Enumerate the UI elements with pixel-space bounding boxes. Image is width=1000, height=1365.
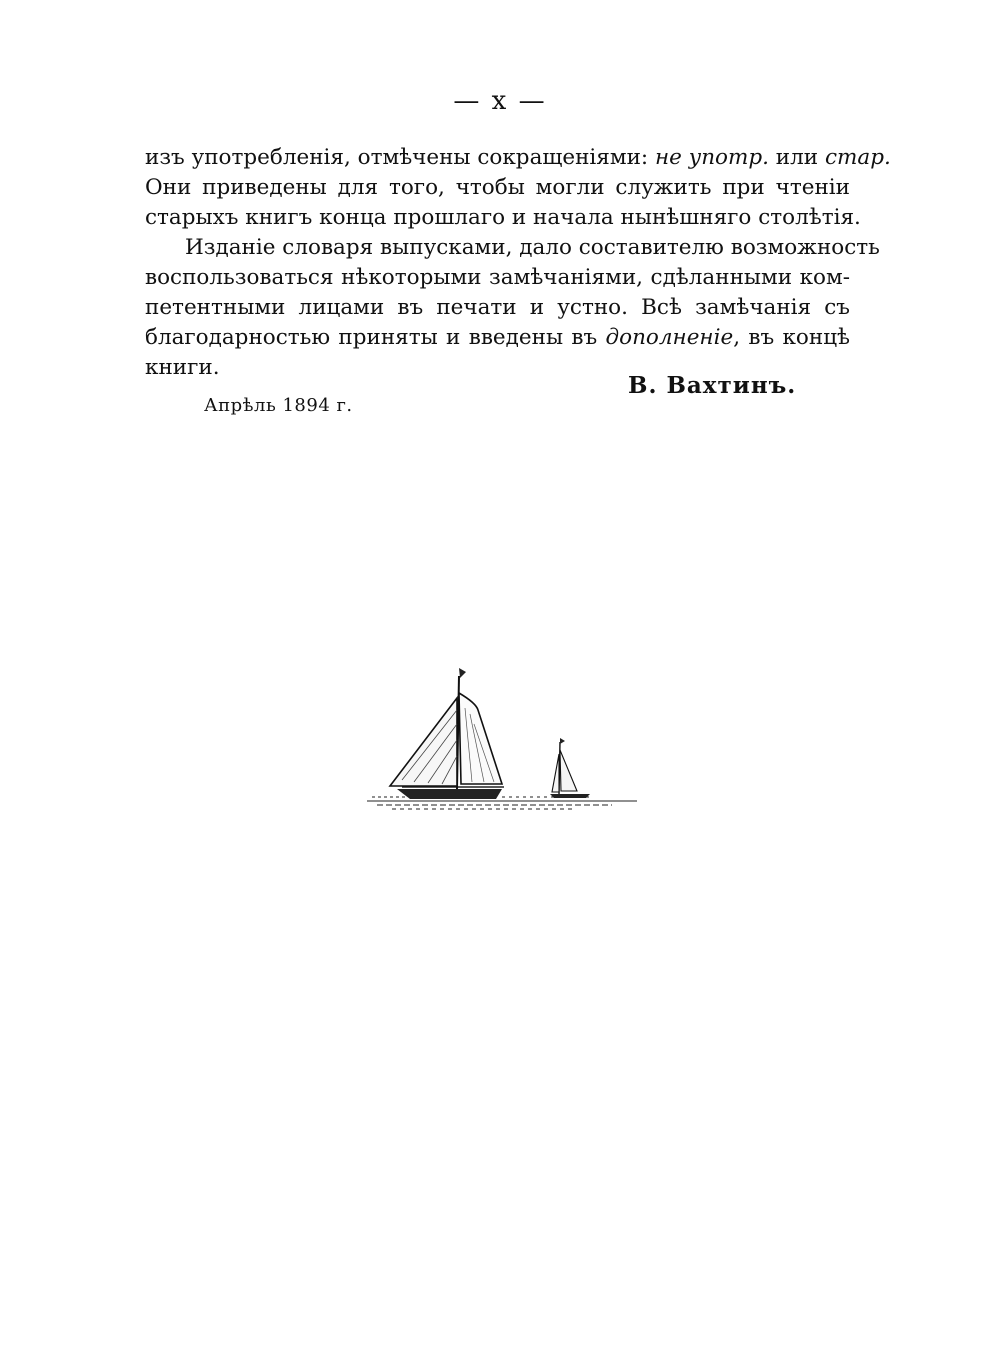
- body-text: [145, 143, 891, 383]
- page-number: — x —: [453, 86, 547, 116]
- author-signature: В. Вахтинъ.: [628, 372, 797, 399]
- sailboats-engraving-icon: [362, 658, 642, 818]
- italic-abbreviation: не употр.: [655, 145, 769, 170]
- text-segment: , въ концѣ: [733, 325, 850, 350]
- text-line-3: старыхъ книгъ конца прошлаго и начала нынѣшняго столѣтія.: [145, 205, 861, 230]
- text-line-5: воспользоваться нѣкоторыми замѣчаніями, сдѣланными ком-: [145, 265, 850, 290]
- text-segment: изъ употребленія, отмѣчены сокращеніями:: [145, 145, 655, 170]
- text-line-1: [145, 143, 891, 173]
- date-line: Апрѣль 1894 г.: [204, 395, 353, 416]
- italic-term: дополненіе: [605, 325, 734, 350]
- text-line-8: книги.: [145, 355, 220, 380]
- text-segment: или: [768, 145, 825, 170]
- text-line-2: Они приведены для того, чтобы могли служить при чтеніи: [145, 175, 850, 200]
- text-line-4: Изданіе словаря выпусками, дало составителю возможность: [185, 235, 880, 260]
- text-line-7: [145, 323, 850, 353]
- italic-abbreviation: стар.: [824, 145, 891, 170]
- text-segment: благодарностью приняты и введены въ: [145, 325, 606, 350]
- text-line-6: петентными лицами въ печати и устно. Всѣ замѣчанія съ: [145, 295, 850, 320]
